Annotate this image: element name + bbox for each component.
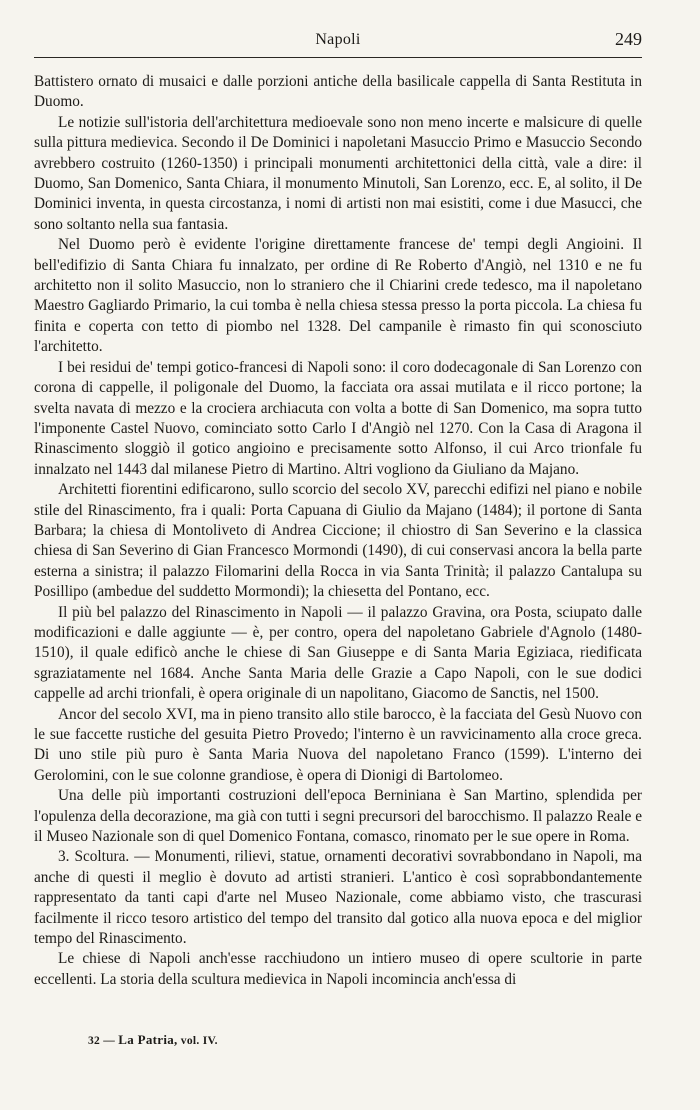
running-title: Napoli bbox=[315, 31, 361, 48]
paragraph: Le notizie sull'istoria dell'architettura medioevale sono non meno incerte e malsicure di quelle sulla pittura medievica. Secondo il De Dominici i napoletani Masuccio Primo e Masuccio Secondo avrebbero costruito (1260-1350) i principali monumenti architettonici della città, vale a dire: il Duomo, San Domenico, Santa Chiara, il monumento Minutoli, San Lorenzo, ecc. E, al solito, il De Dominici inventa, in questa circostanza, i nomi di artisti non mai esistiti, come i due Masucci, che sono soltanto nella sua fantasia. bbox=[34, 113, 642, 233]
work-title: La Patria, bbox=[118, 1032, 178, 1047]
footer-signature bbox=[88, 1032, 218, 1048]
paragraph: Ancor del secolo XVI, ma in pieno transito allo stile barocco, è la facciata del Gesù Nuovo con le sue faccette rustiche del gesuita Pietro Provedo; l'interno è un ravvicinamento alla croce greca. Di uno stile più puro è Santa Maria Nuova del napoletano Franco (1599). L'interno dei Gerolomini, con le sue colonne grandiose, è opera di Dionigi di Bartolomeo. bbox=[34, 705, 642, 784]
page-number: 249 bbox=[615, 29, 642, 49]
paragraph: Le chiese di Napoli anch'esse racchiudono un intiero museo di opere scultorie in parte eccellenti. La storia della scultura medievica in Napoli incomincia anch'essa di bbox=[34, 950, 642, 988]
signature-mark: 32 — bbox=[88, 1035, 116, 1047]
page-header bbox=[34, 26, 642, 56]
paragraph: 3. Scoltura. — Monumenti, rilievi, statue, ornamenti decorativi sovrabbondano in Napoli, ma anche di questi il meglio è dovuto ad artisti stranieri. L'antico è così soprabbondantemente rappresentato da tanti capi d'arte nel Museo Nazionale, come abbiamo visto, che trascurasi facilmente il ricco tesoro artistico del tempo del transito dal gotico alla nuova epoca e del miglior tempo del Rinascimento. bbox=[34, 848, 642, 948]
body-text bbox=[34, 72, 642, 990]
paragraph: Nel Duomo però è evidente l'origine direttamente francese de' tempi degli Angioini. Il bell'edifizio di Santa Chiara fu innalzato, per ordine di Re Roberto d'Angiò, nel 1310 e ne fu architetto non il solito Masuccio, non lo straniero che il Chiarini crede tedesco, ma il napoletano Maestro Gagliardo Primario, la cui tomba è nella chiesa stessa presso la porta piccola. La chiesa fu finita e coperta con tetto di piombo nel 1328. Del campanile è rimasto fin qui sconosciuto l'architetto. bbox=[34, 236, 642, 356]
paragraph: I bei residui de' tempi gotico-francesi di Napoli sono: il coro dodecagonale di San Lorenzo con corona di cappelle, il poligonale del Duomo, la facciata ora assai mutilata e il ricco portone; la svelta navata di mezzo e la crociera archiacuta con volta a botte di San Domenico, ma sopra tutto l'imponente Castel Nuovo, cominciato sotto Carlo I d'Angiò nel 1270. Con la Casa di Aragona il Rinascimento sloggiò il gotico angioino e precisamente sotto Alfonso, il cui Arco trionfale fu innalzato nel 1443 dal milanese Pietro di Martino. Altri vogliono da Giuliano da Majano. bbox=[34, 358, 642, 478]
paragraph: Architetti fiorentini edificarono, sullo scorcio del secolo XV, parecchi edifizi nel piano e nobile stile del Rinascimento, fra i quali: Porta Capuana di Giulio da Majano (1484); il portone di Santa Barbara; la chiesa di Montoliveto di Andrea Ciccione; il chiostro di San Severino e la classica chiesa di San Severino di Gian Francesco Mormondi (1490), di cui conservasi ancora la bella parte esterna a sinistra; il palazzo Filomarini della Rocca in via Santa Trinità; il palazzo Cantalupa su Posillipo (ambedue del suddetto Mormondi); la chiesetta del Pontano, ecc. bbox=[34, 481, 642, 601]
paragraph: Una delle più importanti costruzioni dell'epoca Berniniana è San Martino, splendida per l'opulenza della decorazione, ma già con tutti i segni precursori del barocchismo. Il palazzo Reale e il Museo Nazionale son di quel Domenico Fontana, comasco, rinomato per le sue opere in Roma. bbox=[34, 787, 643, 846]
paragraph: Battistero ornato di musaici e dalle porzioni antiche della basilicale cappella di Santa Restituta in Duomo. bbox=[34, 73, 642, 111]
volume-label: vol. IV. bbox=[180, 1035, 218, 1047]
paragraph: Il più bel palazzo del Rinascimento in Napoli — il palazzo Gravina, ora Posta, sciupato dalle modificazioni e dalle aggiunte — è, per contro, opera del napoletano Gabriele d'Agnolo (1480-1510), il quale edificò anche le chiese di San Giuseppe e di Santa Maria Egiziaca, riedificata sgraziatamente nel 1684. Anche Santa Maria delle Grazie a Capo Napoli, con le sue dodici cappelle ad archi trionfali, è opera originale di un napolitano, Giacomo de Sanctis, nel 1500. bbox=[34, 603, 642, 703]
header-rule bbox=[34, 57, 642, 58]
